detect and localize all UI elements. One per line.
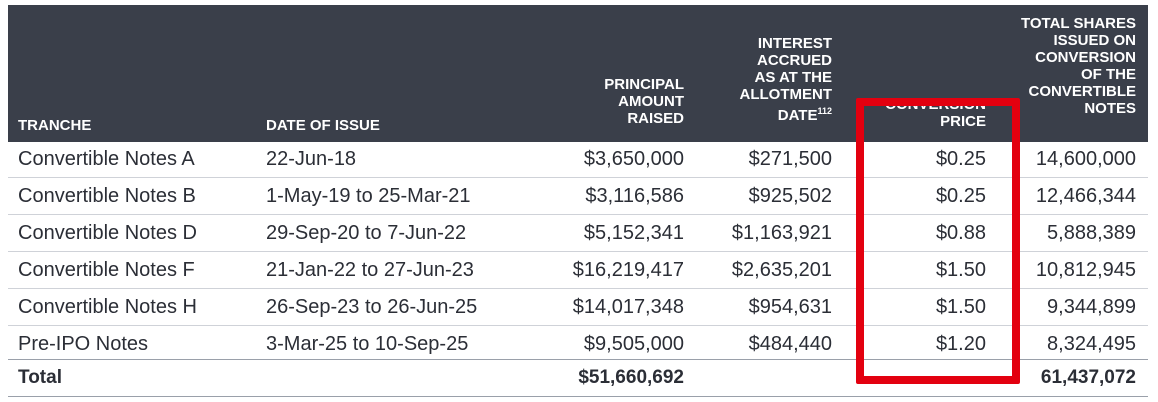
table-row: Convertible Notes B 1-May-19 to 25-Mar-21 $3,116,586 $925,502 $0.25 12,466,344 — [18, 185, 1136, 207]
table-bottom-border — [8, 396, 1148, 397]
conversion-price-highlight-box — [856, 98, 1020, 384]
table-row: Convertible Notes H 26-Sep-23 to 26-Jun-25 $14,017,348 $954,631 $1.50 9,344,899 — [18, 296, 1136, 318]
header-conversion-price: CONVERSION PRICE — [885, 96, 986, 130]
table-row: Convertible Notes F 21-Jan-22 to 27-Jun-23 $16,219,417 $2,635,201 $1.50 10,812,945 — [18, 259, 1136, 281]
interest-footnote: 112 — [817, 106, 832, 116]
header-interest: INTEREST ACCRUED AS AT THE ALLOTMENT DATE$^{112}$ — [739, 35, 832, 124]
header-tranche: TRANCHE — [18, 117, 92, 134]
total-row: Total $51,660,692 61,437,072 — [18, 367, 1136, 388]
header-principal: PRINCIPAL AMOUNT RAISED — [604, 76, 684, 127]
header-date-of-issue: DATE OF ISSUE — [266, 117, 380, 134]
header-total-shares: TOTAL SHARES ISSUED ON CONVERSION OF THE CONVERTIBLE NOTES — [1020, 15, 1136, 117]
table-row: Pre-IPO Notes 3-Mar-25 to 10-Sep-25 $9,505,000 $484,440 $1.20 8,324,495 — [18, 333, 1136, 355]
table-row: Convertible Notes D 29-Sep-20 to 7-Jun-22 $5,152,341 $1,163,921 $0.88 5,888,389 — [18, 222, 1136, 244]
table-row: Convertible Notes A 22-Jun-18 $3,650,000 $271,500 $0.25 14,600,000 — [18, 148, 1136, 170]
